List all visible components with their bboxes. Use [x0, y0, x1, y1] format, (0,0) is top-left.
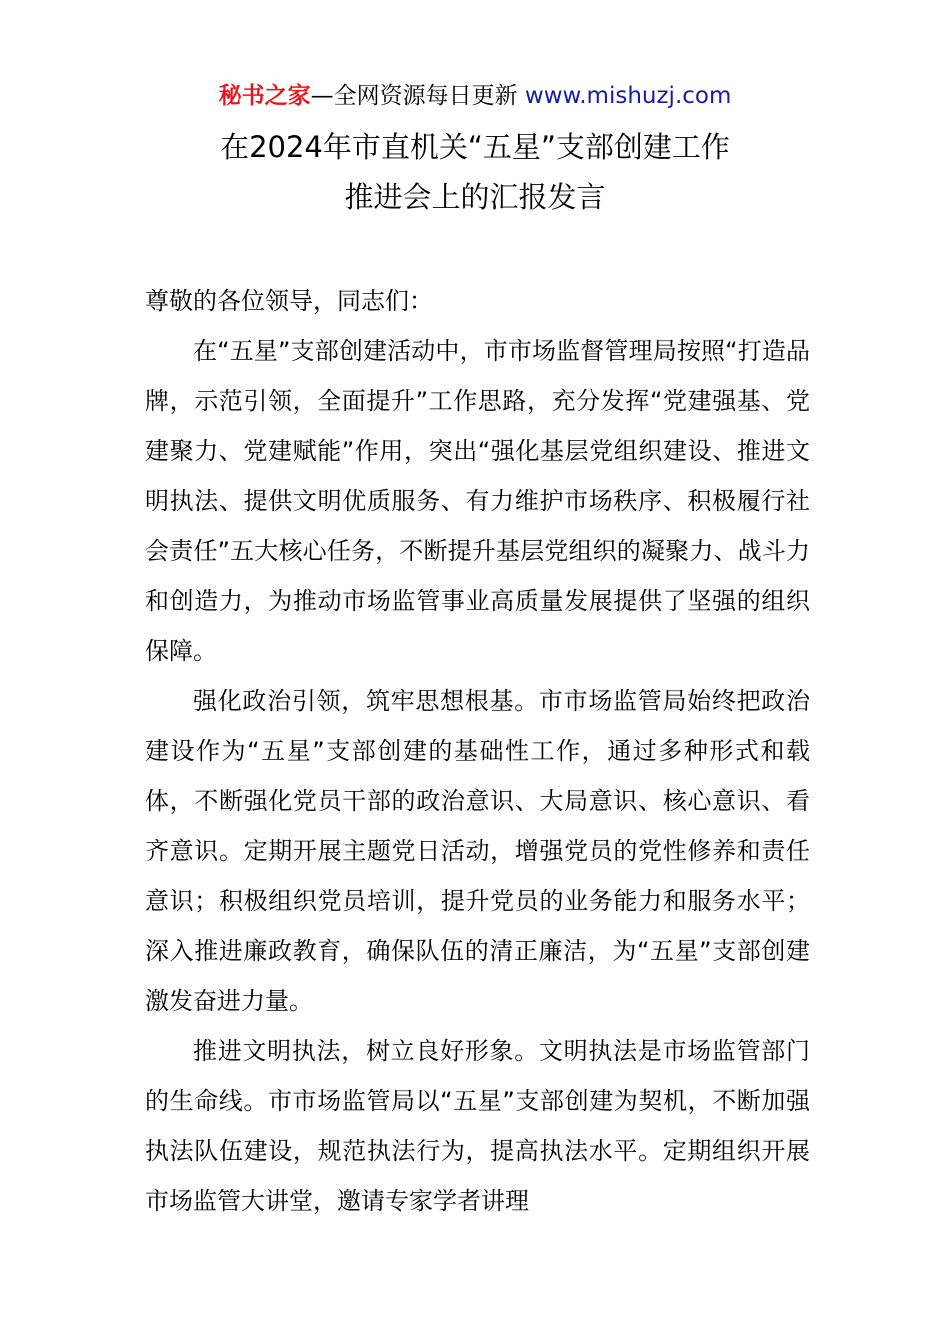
brand-name: 秘书之家 [218, 83, 311, 109]
site-url: www.mishuzj.com [524, 83, 732, 109]
paragraph-political-guidance: 强化政治引领，筑牢思想根基。市市场监管局始终把政治建设作为“五星”支部创建的基础性工作，通过多种形式和载体，不断强化党员干部的政治意识、大局意识、核心意识、看齐意识。定期开展主题党日活动，增强党员的党性修养和责任意识；积极组织党员培训，提升党员的业务能力和服务水平；深入推进廉政教育，确保队伍的清正廉洁，为“五星”支部创建激发奋进力量。 [145, 687, 810, 1015]
paragraph-civilized-enforcement: 推进文明执法，树立良好形象。文明执法是市场监管部门的生命线。市市场监管局以“五星”支部创建为契机，不断加强执法队伍建设，规范执法行为，提高执法水平。定期组织开展市场监管大讲堂，邀请专家学者讲理 [145, 1037, 810, 1215]
paragraph-intro: 在“五星”支部创建活动中，市市场监督管理局按照“打造品牌，示范引领，全面提升”工作思路，充分发挥“党建强基、党建聚力、党建赋能”作用，突出“强化基层党组织建设、推进文明执法、提供文明优质服务、有力维护市场秩序、积极履行社会责任”五大核心任务，不断提升基层党组织的凝聚力、战斗力和创造力，为推动市场监管事业高质量发展提供了坚强的组织保障。 [145, 337, 810, 665]
document-title-line-2: 推进会上的汇报发言 [344, 180, 606, 214]
document-title-line-1: 在2024年市直机关“五星”支部创建工作 [220, 130, 730, 164]
watermark-header [0, 78, 950, 114]
salutation: 尊敬的各位领导，同志们： [145, 287, 433, 315]
header-tagline: —全网资源每日更新 [310, 83, 525, 109]
document-body [145, 276, 810, 1226]
